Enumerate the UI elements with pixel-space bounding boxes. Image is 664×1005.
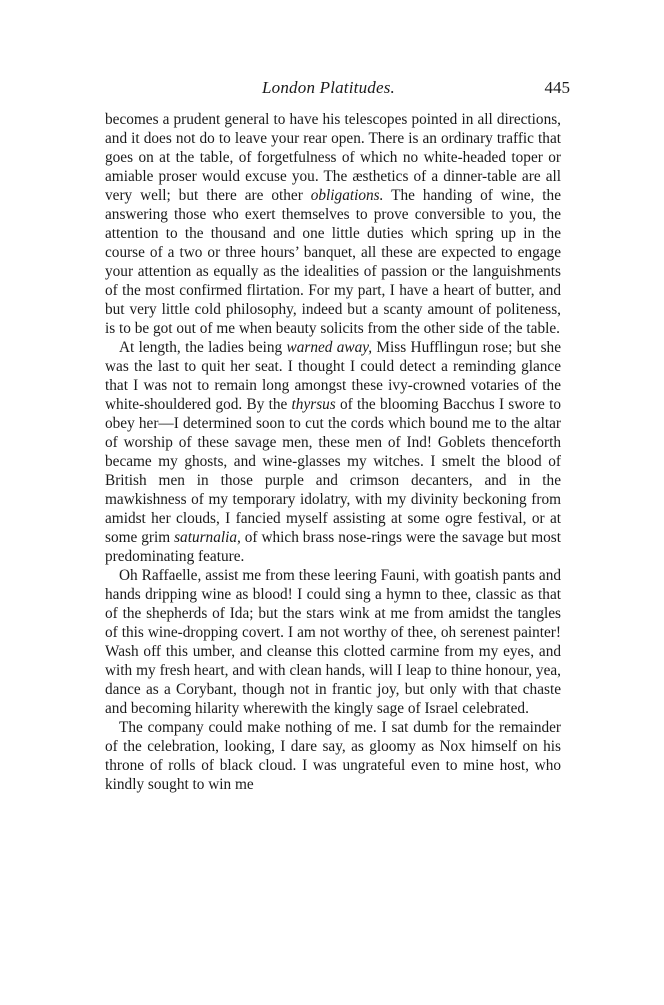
page-number: 445 xyxy=(544,78,570,97)
text-run: The company could make nothing of me. I sat dumb for the remainder of the celebration, looking, I dare say, as gloomy as Nox himself on his throne of rolls of black cloud. I was ungrateful even to mine host, who kindly sought to win me xyxy=(105,719,561,793)
italic-text: thyrsus xyxy=(291,396,336,413)
text-run: At length, the ladies being xyxy=(119,339,287,356)
paragraph xyxy=(105,718,561,794)
body-text xyxy=(105,110,561,794)
italic-text: obligations. xyxy=(310,187,384,204)
page-header xyxy=(0,78,664,102)
text-run: becomes a prudent general to have his telescopes pointed in all directions, and it does not do to leave your rear open. There is an ordinary traffic that goes on at the table, of forgetfulness of which no white-headed toper or amiable proser would excuse you. The æsthetics of a dinner-table are all very well; but there are other xyxy=(105,111,561,204)
running-title: London Platitudes. xyxy=(262,78,395,97)
text-run: of the blooming Bacchus I swore to obey her—I determined soon to cut the cords which bound me to the altar of worship of these savage men, these men of Ind! Goblets thenceforth became my ghosts, and wine-glasses my witches. I smelt the blood of British men in those purple and crimson decanters, and in the mawkishness of my temporary idolatry, with my divinity beckoning from amidst her clouds, I fancied myself assisting at some ogre festival, or at some grim xyxy=(105,396,561,546)
paragraph xyxy=(105,566,561,718)
italic-text: warned away, xyxy=(286,339,373,356)
text-run: Oh Raffaelle, assist me from these leering Fauni, with goatish pants and hands dripping wine as blood! I could sing a hymn to thee, classic as that of the shepherds of Ida; but the stars wink at me from amidst the tangles of this wine-dropping covert. I am not worthy of thee, oh serenest painter! Wash off this umber, and cleanse this clotted carmine from my eyes, and with my fresh heart, and with clean hands, will I leap to thine honour, yea, dance as a Corybant, though not in frantic joy, but only with that chaste and becoming hilarity wherewith the kingly sage of Israel celebrated. xyxy=(105,567,561,717)
text-run: The handing of wine, the answering those who exert themselves to prove conversible to you, the attention to the thousand and one little duties which spring up in the course of a two or three hours’ banquet, all these are expected to engage your attention as equally as the idealities of passion or the languishments of the most confirmed flirtation. For my part, I have a heart of butter, and but very little cold philosophy, indeed but a scanty amount of politeness, is to be got out of me when beauty solicits from the other side of the table. xyxy=(105,187,561,337)
text-run: of which brass nose-rings were the savage but most predominating feature. xyxy=(105,529,561,565)
paragraph xyxy=(105,338,561,566)
paragraph xyxy=(105,110,561,338)
text-run: Miss Hufflingun rose; but she was the last to quit her seat. I thought I could detect a reminding glance that I was not to remain long amongst these ivy-crowned votaries of the white-shouldered god. By the xyxy=(105,339,561,413)
italic-text: saturnalia, xyxy=(174,529,241,546)
